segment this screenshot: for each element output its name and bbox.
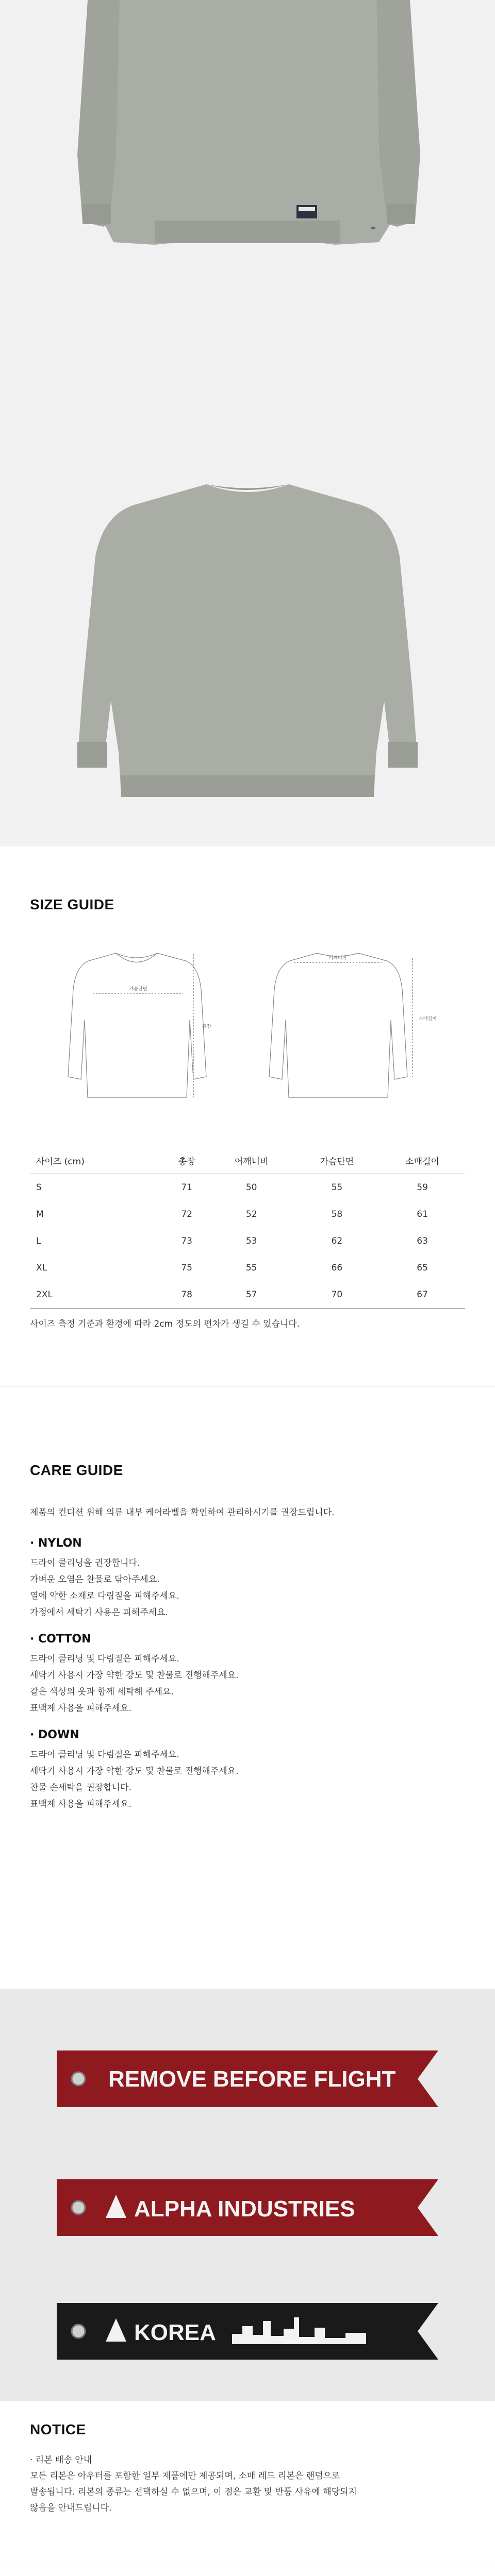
table-cell: 59 [417,1182,428,1193]
size-cell: M [36,1209,44,1219]
table-cell: 53 [245,1236,257,1246]
column-header: 사이즈 (cm) [30,1147,165,1174]
size-cell: XL [36,1263,47,1273]
size-cell: L [36,1236,41,1246]
notice-line: · 리본 배송 안내 [30,2455,92,2465]
table-cell: 55 [245,1263,257,1273]
tag-text: ALPHA INDUSTRIES [134,2196,355,2222]
table-cell: 63 [417,1236,428,1246]
care-line: 가벼운 오염은 찬물로 닦아주세요. [30,1574,160,1585]
care-line: 찬물 손세탁을 권장합니다. [30,1783,131,1793]
ribbon-tags-photo [0,1989,495,2401]
column-header: 소매길이 [380,1147,465,1174]
table-row [30,1201,465,1228]
care-line: 표백제 사용을 피해주세요. [30,1799,131,1809]
size-cell: 2XL [30,1281,165,1309]
care-heading-down: · DOWN [30,1728,79,1741]
care-line: 같은 색상의 옷과 함께 세탁해 주세요. [30,1687,174,1697]
table-cell: 50 [245,1182,257,1193]
product-photo-back [0,289,495,845]
care-guide-body [30,1504,473,1812]
table-cell: 57 [209,1281,294,1309]
tag-korea [57,2303,438,2360]
product-photo-front [0,0,495,289]
table-cell: 62 [331,1236,343,1246]
size-guide-title: SIZE GUIDE [30,896,114,912]
tag-remove-before-flight [57,2050,438,2107]
size-table [30,1147,465,1309]
table-cell: 65 [417,1263,428,1273]
diagram-sleeve-label: 소매길이 [419,1016,437,1022]
table-cell: 78 [165,1281,209,1309]
column-header: 총장 [165,1147,209,1174]
chest-patch-label [296,205,317,218]
table-cell: 55 [331,1182,343,1193]
notice-line: 발송됩니다. 리본의 종류는 선택하실 수 없으며, 이 점은 교환 및 반품 사유에 해당되지 [30,2487,357,2497]
diagram-shoulder-label: 어깨너비 [328,956,347,961]
table-cell: 67 [380,1281,465,1309]
care-heading-cotton: · COTTON [30,1633,91,1646]
care-line: 드라이 클리닝 및 다림질은 피해주세요. [30,1654,179,1664]
notice-line: 모든 리본은 아우터를 포함한 일부 제품에만 제공되며, 소매 레드 리본은 랜덤으로 [30,2471,340,2481]
table-cell: 70 [294,1281,380,1309]
diagram-back-outline [269,953,407,1097]
diagram-length-label: 총장 [202,1024,211,1029]
table-cell: 75 [181,1263,192,1273]
sweatshirt-back-image [0,289,495,845]
table-row [30,1174,465,1201]
care-line: 드라이 클리닝 및 다림질은 피해주세요. [30,1750,179,1760]
tag-alpha-industries [57,2179,438,2236]
size-table-header [30,1147,465,1174]
column-header: 어깨너비 [209,1147,294,1174]
care-heading-nylon: · NYLON [30,1537,82,1550]
table-cell: 72 [181,1209,192,1219]
care-line: 표백제 사용을 피해주세요. [30,1703,131,1714]
table-row [30,1281,465,1309]
table-row [30,1255,465,1281]
size-guide-diagram [72,943,437,1128]
notice-title: NOTICE [30,2421,86,2437]
table-cell: 61 [417,1209,428,1219]
diagram-front-outline [68,953,206,1097]
care-line: 세탁기 사용시 가장 약한 강도 및 찬물로 진행해주세요. [30,1670,239,1681]
notice-line: 않음을 안내드립니다. [30,2503,112,2513]
sweatshirt-front-image [0,0,495,289]
care-line: 열에 약한 소재로 다림질을 피해주세요. [30,1591,179,1601]
size-note: 사이즈 측정 기준과 환경에 따라 2cm 정도의 편차가 생길 수 있습니다. [30,1319,300,1329]
diagram-chest-label: 가슴단면 [129,987,147,992]
care-line: 드라이 클리닝을 권장합니다. [30,1558,140,1568]
table-cell: 52 [245,1209,257,1219]
care-line: 세탁기 사용시 가장 약한 강도 및 찬물로 진행해주세요. [30,1766,239,1776]
table-cell: 66 [331,1263,343,1273]
care-intro: 제품의 컨디션 위해 의류 내부 케어라벨을 확인하여 관리하시기를 권장드립니다. [30,1507,335,1518]
tag-text: KOREA [134,2320,216,2345]
table-row [30,1228,465,1255]
size-cell: S [36,1182,42,1193]
tag-text: REMOVE BEFORE FLIGHT [108,2066,396,2092]
table-cell: 71 [181,1182,192,1193]
care-line: 가정에서 세탁기 사용은 피해주세요. [30,1607,168,1618]
notice-body [30,2452,473,2516]
table-cell: 73 [181,1236,192,1246]
care-guide-title: CARE GUIDE [30,1462,123,1478]
table-cell: 58 [331,1209,343,1219]
column-header: 가슴단면 [294,1147,380,1174]
